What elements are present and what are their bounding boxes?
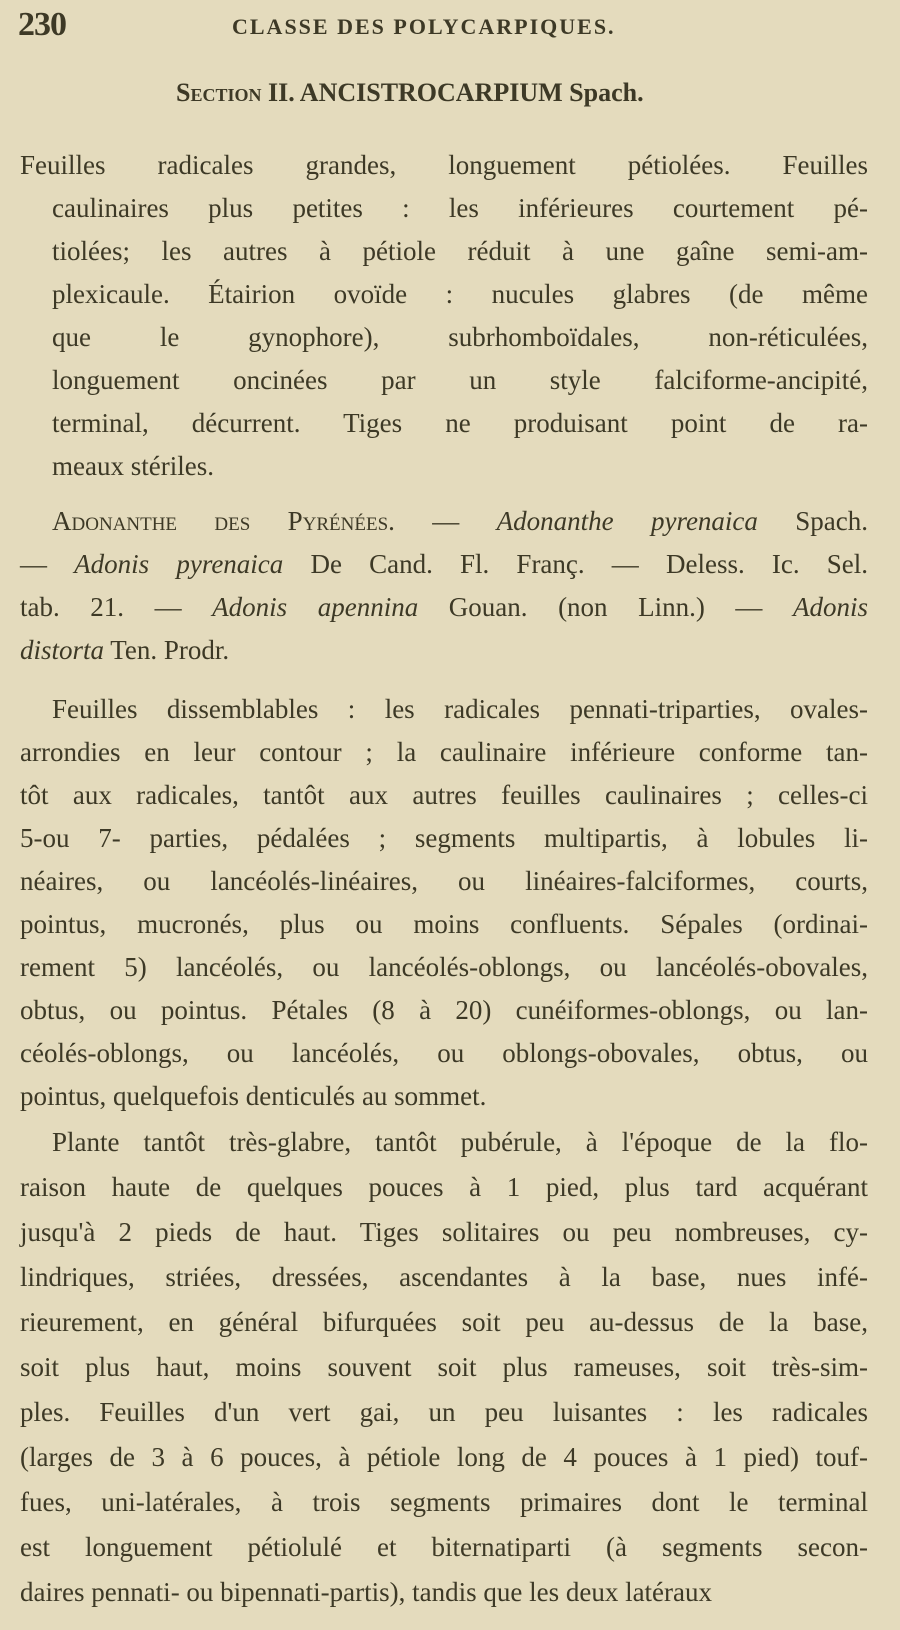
text-segment: daires pennati- ou bipennati-partis), tandis que les deux latéraux [20,1577,713,1607]
text-segment: rement 5) lancéolés, ou lancéolés-oblongs, ou lancéolés-obovales, [20,952,868,982]
text-segment: De Cand. Fl. Franç. — Deless. Ic. Sel. [283,549,868,579]
text-segment: Plante tantôt très-glabre, tantôt pubérule, à l'époque de la flo- [52,1127,868,1157]
text-segment: caulinaires plus petites : les inférieures courtement pé- [52,193,868,223]
text-line [20,1390,868,1435]
text-line [20,1120,868,1165]
text-segment: Ten. Prodr. [104,635,230,665]
paragraph-synonymy [20,500,868,672]
text-line [20,688,868,731]
text-line [20,500,868,543]
text-segment: — [394,506,497,536]
text-segment: meaux stériles. [52,451,214,481]
text-segment: céolés-oblongs, ou lancéolés, ou oblongs-obovales, obtus, ou [20,1038,868,1068]
text-segment: Gouan. (non Linn.) — [418,592,793,622]
section-label: Section [176,78,262,107]
paragraph-leaves-description [20,688,868,1118]
text-line [20,860,868,903]
text-segment: plexicaule. Étairion ovoïde : nucules glabres (de même [52,279,868,309]
italic-text: Adonis [792,592,868,622]
text-line [20,1300,868,1345]
text-line [20,1345,868,1390]
text-segment: jusqu'à 2 pieds de haut. Tiges solitaires ou peu nombreuses, cy- [20,1217,868,1247]
italic-text: Adonis apennina [212,592,419,622]
text-segment: obtus, ou pointus. Pétales (8 à 20) cunéiformes-oblongs, ou lan- [20,995,868,1025]
running-head: CLASSE DES POLYCARPIQUES. [232,14,616,39]
text-line [20,316,868,359]
text-line [20,445,868,488]
paragraph-plant-description [20,1120,868,1615]
text-line [20,774,868,817]
text-line [20,1570,868,1615]
text-line [20,1165,868,1210]
text-line [20,402,868,445]
section-title [176,78,644,108]
text-segment: tiolées; les autres à pétiole réduit à une gaîne semi-am- [52,236,868,266]
text-segment: 5-ou 7- parties, pédalées ; segments multipartis, à lobules li- [20,823,868,853]
text-segment: pointus, mucronés, plus ou moins confluents. Sépales (ordinai- [20,909,868,939]
text-segment: Feuilles radicales grandes, longuement pétiolées. Feuilles [20,150,868,180]
text-segment: arrondies en leur contour ; la caulinaire inférieure conforme tan- [20,737,868,767]
text-line [20,1075,868,1118]
text-segment: pointus, quelquefois denticulés au sommet. [20,1081,487,1111]
smallcaps-text: Adonanthe des Pyrénées. [52,506,395,536]
paragraph-subsection-description [20,144,868,488]
text-line [20,273,868,316]
text-line [20,946,868,989]
text-segment: rieurement, en général bifurquées soit peu au-dessus de la base, [20,1307,868,1337]
italic-text: Adonanthe pyrenaica [496,506,758,536]
text-segment: (larges de 3 à 6 pouces, à pétiole long de 4 pouces à 1 pied) touf- [20,1442,868,1472]
text-segment: lindriques, striées, dressées, ascendantes à la base, nues infé- [20,1262,868,1292]
text-line [20,817,868,860]
text-line [20,989,868,1032]
text-line [20,1255,868,1300]
text-line [20,1032,868,1075]
section-name: II. ANCISTROCARPIUM Spach. [267,78,644,107]
text-segment: que le gynophore), subrhomboïdales, non-réticulées, [52,322,868,352]
text-line [20,731,868,774]
page-number: 230 [18,6,66,43]
text-segment: ples. Feuilles d'un vert gai, un peu luisantes : les radicales [20,1397,868,1427]
text-line [20,1435,868,1480]
text-segment: soit plus haut, moins souvent soit plus rameuses, soit très-sim- [20,1352,868,1382]
text-segment: est longuement pétiolulé et biternatiparti (à segments secon- [20,1532,868,1562]
text-segment: tab. 21. — [20,592,213,622]
italic-text: Adonis pyrenaica [74,549,284,579]
text-line [20,903,868,946]
text-line [20,187,868,230]
text-segment: Spach. [757,506,869,536]
text-line [20,629,868,672]
text-line [20,586,868,629]
text-line [20,230,868,273]
text-segment: néaires, ou lancéolés-linéaires, ou linéaires-falciformes, courts, [20,866,868,896]
text-segment: Feuilles dissemblables : les radicales pennati-triparties, ovales- [52,694,868,724]
text-line [20,144,868,187]
text-segment: longuement oncinées par un style falciforme-ancipité, [52,365,868,395]
text-segment: terminal, décurrent. Tiges ne produisant point de ra- [52,408,868,438]
text-segment: — [20,549,75,579]
text-line [20,359,868,402]
text-segment: raison haute de quelques pouces à 1 pied, plus tard acquérant [20,1172,868,1202]
text-line [20,1525,868,1570]
text-segment: tôt aux radicales, tantôt aux autres feuilles caulinaires ; celles-ci [20,780,868,810]
text-segment: fues, uni-latérales, à trois segments primaires dont le terminal [20,1487,868,1517]
text-line [20,1480,868,1525]
italic-text: distorta [20,635,105,665]
text-line [20,543,868,586]
text-line [20,1210,868,1255]
